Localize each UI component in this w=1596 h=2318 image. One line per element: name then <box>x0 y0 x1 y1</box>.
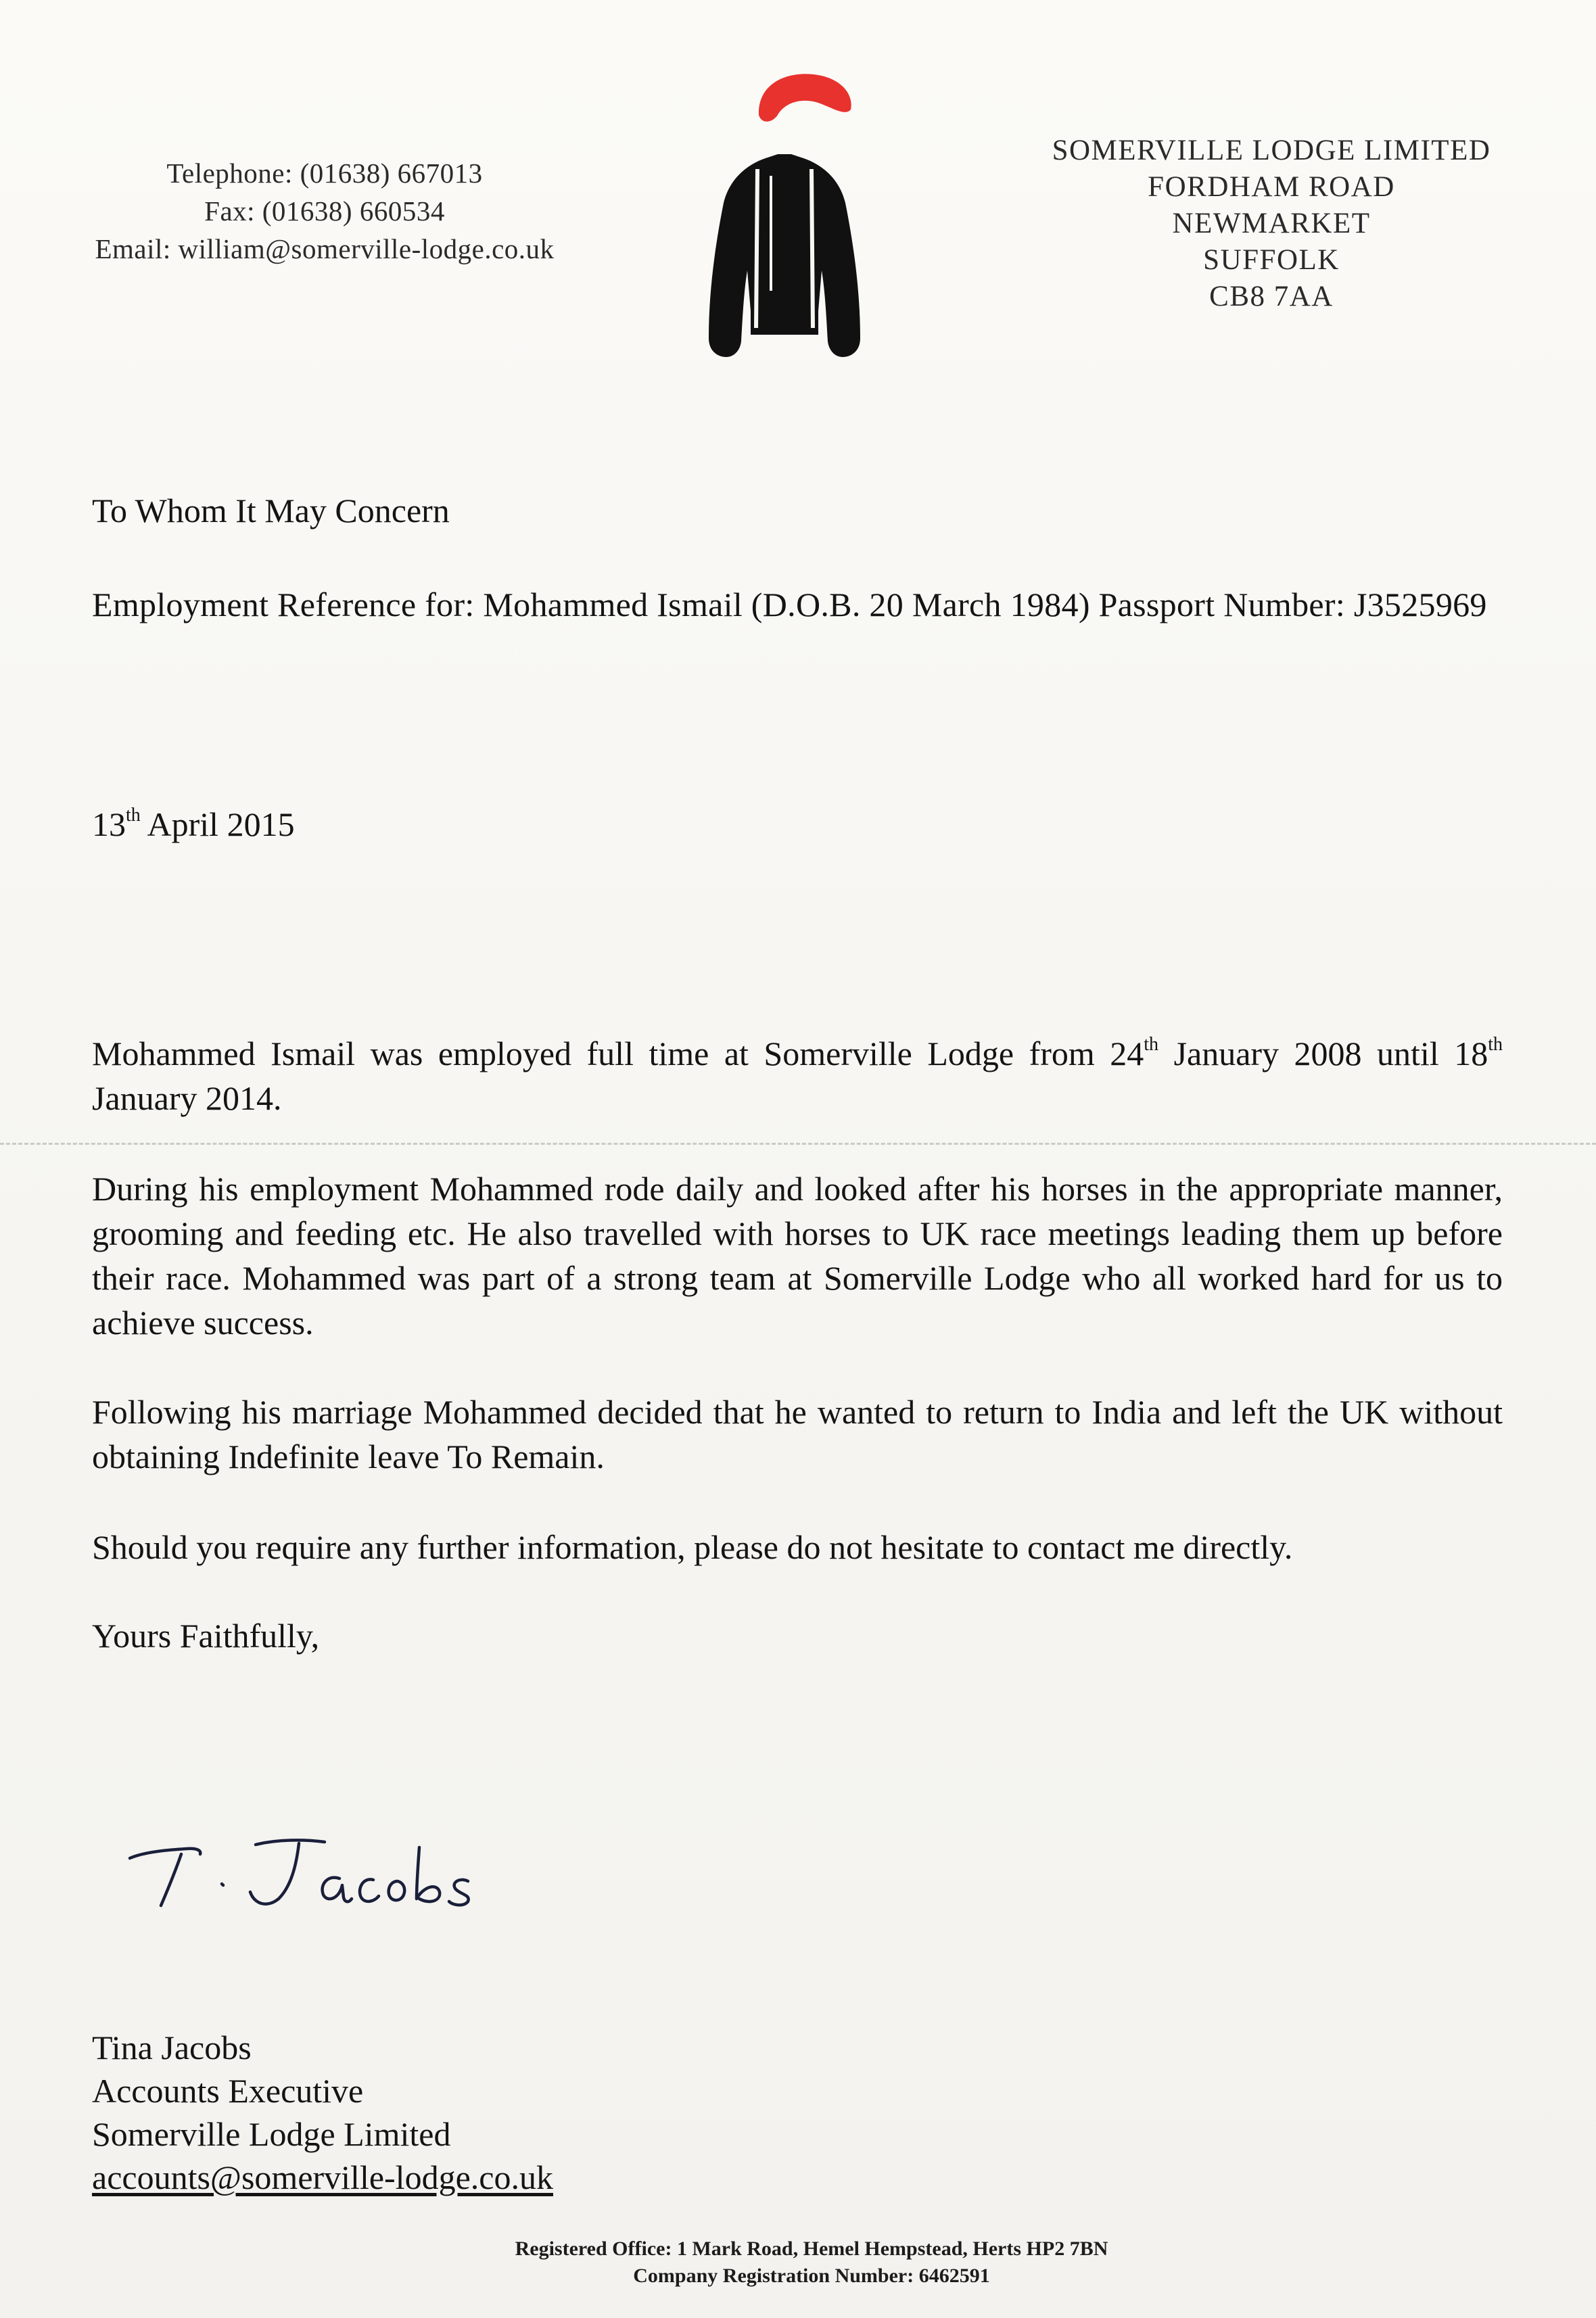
signatory-title: Accounts Executive <box>92 2072 364 2110</box>
ordinal-suffix: th <box>1488 1034 1503 1056</box>
signatory-company: Somerville Lodge Limited <box>92 2115 451 2153</box>
jacket-icon <box>709 154 860 357</box>
email-line: Email: william@somerville-lodge.co.uk <box>95 233 555 264</box>
date-suffix: th <box>126 805 141 826</box>
paragraph-text: Mohammed Ismail was employed full time at Somerville Lodge from 24 <box>92 1035 1144 1072</box>
fax-line: Fax: (01638) 660534 <box>204 195 445 227</box>
telephone-line: Telephone: (01638) 667013 <box>166 158 483 189</box>
address-line: SUFFOLK <box>1203 244 1340 276</box>
closing: Yours Faithfully, <box>92 1617 320 1655</box>
employment-paragraph <box>92 1031 1503 1120</box>
paragraph-text: January 2008 until 18 <box>1173 1035 1488 1072</box>
cap-icon <box>759 74 851 121</box>
signatory-name: Tina Jacobs <box>92 2029 252 2066</box>
signatory-email-link[interactable]: accounts@somerville-lodge.co.uk <box>92 2158 553 2196</box>
departure-paragraph: Following his marriage Mohammed decided that he wanted to return to India and left the UK without obtaining Indefinite leave To Remain. <box>92 1393 1503 1475</box>
letter-footer <box>0 2236 1596 2290</box>
jockey-silks-icon <box>683 68 886 379</box>
letter-date <box>92 805 295 844</box>
contact-paragraph: Should you require any further information, please do not hesitate to contact me directly. <box>92 1528 1293 1566</box>
address-line: SOMERVILLE LODGE LIMITED <box>1052 135 1491 166</box>
duties-paragraph: During his employment Mohammed rode daily and looked after his horses in the appropriate manner, grooming and feeding etc. He also travelled with horses to UK race meetings leading them up before their race. Mohammed was part of a strong team at Somerville Lodge who all worked hard for us to achieve success. <box>92 1170 1503 1342</box>
signatory-block <box>92 2026 553 2199</box>
handwritten-signature <box>122 1819 500 1920</box>
registered-office: Registered Office: 1 Mark Road, Hemel Hempstead, Herts HP2 7BN <box>515 2238 1108 2260</box>
letterhead-address <box>1014 133 1528 315</box>
company-registration-number: Company Registration Number: 6462591 <box>633 2265 990 2287</box>
address-line: CB8 7AA <box>1209 281 1334 312</box>
address-line: NEWMARKET <box>1172 208 1371 239</box>
address-line: FORDHAM ROAD <box>1148 171 1395 203</box>
letterhead-contact <box>68 154 582 268</box>
reference-line: Employment Reference for: Mohammed Ismail (D.O.B. 20 March 1984) Passport Number: J3525969 <box>92 586 1487 623</box>
fold-line <box>0 1143 1596 1145</box>
date-day: 13 <box>92 805 126 843</box>
paragraph-text: January 2014. <box>92 1079 282 1117</box>
date-rest: April 2015 <box>147 805 295 843</box>
salutation: To Whom It May Concern <box>92 492 450 529</box>
ordinal-suffix: th <box>1144 1034 1159 1056</box>
